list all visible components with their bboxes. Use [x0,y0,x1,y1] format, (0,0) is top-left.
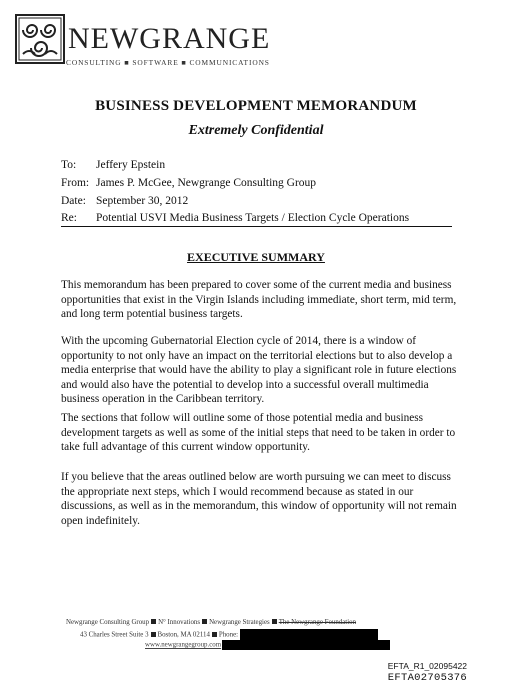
field-value: James P. McGee, Newgrange Consulting Group [96,177,317,189]
field-value: Potential USVI Media Business Targets / Election Cycle Operations [96,212,410,224]
square-bullet-icon [151,632,156,637]
field-label: From: [61,177,90,189]
section-heading: EXECUTIVE SUMMARY [187,250,325,264]
brand-tagline: CONSULTING ■ SOFTWARE ■ COMMUNICATIONS [66,58,270,67]
footer-url-line [145,640,390,650]
paragraph-1: This memorandum has been prepared to cover some of the current media and business opportunities that exist in the Virgin Islands including immediate, short term, mid term, and long term potential business targets. [61,279,457,321]
footer-org: N° Innovations [158,619,201,626]
paragraph-4: If you believe that the areas outlined below are worth pursuing we can meet to discuss the appropriate next steps, which I would recommend because as stated in our discussions, as well as in the memorandum, this window of opportunity will not remain open indefinitely. [61,471,457,527]
to-field [61,158,165,172]
footer-org: The Newgrange Foundation [278,619,357,626]
footer-organizations [66,619,356,626]
field-value: September 30, 2012 [96,195,189,207]
memo-title: BUSINESS DEVELOPMENT MEMORANDUM [95,98,417,114]
brand-name: NEWGRANGE [68,22,271,55]
field-label: Date: [61,195,86,207]
field-label: Re: [61,212,77,224]
footer-org: Newgrange Consulting Group [66,619,150,626]
square-bullet-icon [202,619,207,624]
field-value: Jeffery Epstein [96,159,166,171]
header-divider [61,226,452,227]
celtic-spiral-logo-icon [15,14,65,64]
footer-city: Boston, MA 02114 [157,631,210,639]
from-field [61,176,316,190]
redaction-block [222,640,390,650]
re-field [61,211,409,225]
footer-org: Newgrange Strategies [209,619,270,626]
memo-subtitle: Extremely Confidential [188,123,324,138]
field-label: To: [61,159,77,171]
paragraph-3: The sections that follow will outline some of those potential media and business development targets as well as some of the initial steps that need to be taken in order to take full advantage of this current window opportunity. [61,412,456,454]
date-field [61,194,188,208]
footer-street: 43 Charles Street Suite 3 [80,631,149,639]
square-bullet-icon [212,632,217,637]
document-id-stamp: EFTA_R1_02095422 [387,661,467,671]
footer-phone-label: Phone: [218,631,239,639]
footer-url[interactable]: www.newgrangegroup.com [145,641,222,649]
paragraph-2: With the upcoming Gubernatorial Election cycle of 2014, there is a window of opportunity to not only have an impact on the territorial elections but to also develop a media enterprise that would have the ability to play a significant role in future elections and would also have the potential to develop into a successful overall multimedia business operation in the Caribbean territory. [61,335,457,406]
square-bullet-icon [272,619,277,624]
bates-number: EFTA02705376 [387,672,467,684]
square-bullet-icon [151,619,156,624]
